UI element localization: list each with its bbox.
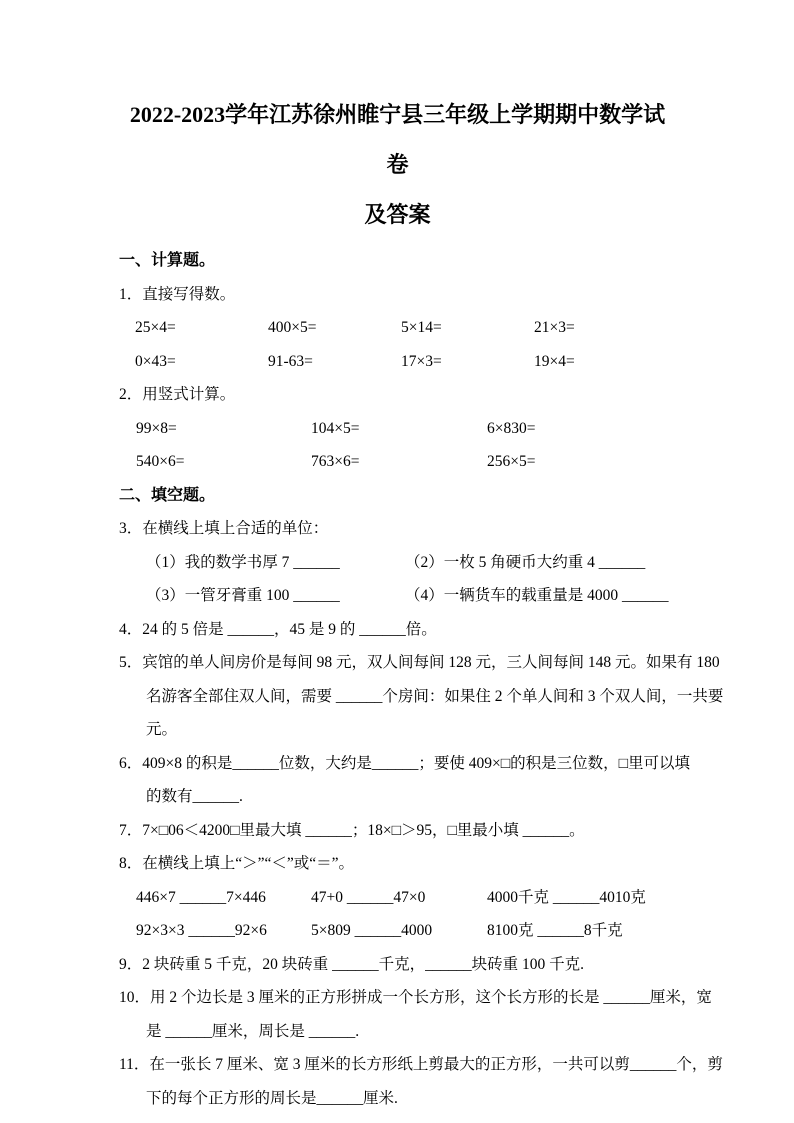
comparison-item: 5×809 ______4000 [311, 922, 433, 939]
math-expression: 17×3= [401, 352, 442, 370]
comparison-item: 4000千克 ______4010克 [487, 888, 646, 906]
math-expression: 0×43= [135, 352, 176, 370]
question-3-label: 3．在横线上填上合适的单位： [119, 520, 329, 537]
math-expression: 540×6= [136, 453, 185, 470]
math-expression: 19×4= [534, 352, 575, 370]
question-5-text-line1: 5．宾馆的单人间房价是每间 98 元，双人间每间 128 元，三人间每间 148 元。如果有 180 [119, 654, 720, 671]
math-expression: 400×5= [268, 319, 317, 336]
question-10-text-line2: 是 ______厘米，周长是 ______. [146, 1022, 360, 1040]
question-8-label: 8．在横线上填上“＞”“＜”或“＝”。 [119, 855, 355, 872]
math-expression: 21×3= [534, 319, 575, 336]
math-expression: 99×8= [136, 419, 177, 437]
math-expression: 104×5= [311, 419, 360, 437]
section-calc-heading: 一、计算题。 [119, 252, 216, 269]
math-expression: 25×4= [135, 319, 176, 336]
question-2-row-1 [119, 412, 676, 446]
fill-blank-item: （4）一辆货车的载重量是 4000 ______ [405, 587, 669, 604]
paper-title [119, 90, 676, 240]
fill-blank-item: （1）我的数学书厚 7 ______ [146, 553, 340, 571]
question-2-row-2 [119, 445, 676, 479]
comparison-item: 92×3×3 ______92×6 [136, 922, 267, 939]
question-3-row-1 [119, 546, 676, 580]
comparison-item: 446×7 ______7×446 [136, 888, 266, 906]
math-expression: 763×6= [311, 453, 360, 470]
question-8-row-1 [119, 881, 676, 915]
question-2-label: 2．用竖式计算。 [119, 386, 236, 403]
comparison-item: 47+0 ______47×0 [311, 888, 426, 906]
section-fill-heading: 二、填空题。 [119, 486, 216, 504]
question-6-text-line1: 6．409×8 的积是______位数，大约是______；要使 409×□的积是三位数，□里可以填 [119, 754, 690, 772]
question-5-text-line2: 名游客全部住双人间，需要 ______个房间：如果住 2 个单人间和 3 个双人间，一共要 [146, 687, 724, 705]
comparison-item: 8100克 ______8千克 [487, 922, 623, 939]
math-expression: 91-63= [268, 352, 313, 370]
question-7-text: 7．7×□06＜4200□里最大填 ______；18×□＞95，□里最小填 ______。 [119, 821, 585, 839]
fill-blank-item: （3）一管牙膏重 100 ______ [146, 587, 340, 604]
math-expression: 5×14= [401, 319, 442, 336]
question-1-row-2 [119, 345, 676, 379]
math-expression: 6×830= [487, 419, 536, 437]
question-11-text-line2: 下的每个正方形的周长是______厘米. [146, 1089, 398, 1107]
question-11-text-line1: 11．在一张长 7 厘米、宽 3 厘米的长方形纸上剪最大的正方形，一共可以剪______个，剪 [119, 1056, 723, 1073]
question-4-text: 4．24 的 5 倍是 ______，45 是 9 的 ______倍。 [119, 620, 437, 638]
question-1-label: 1．直接写得数。 [119, 285, 236, 303]
paper-title-line2: 及答案 [364, 202, 431, 227]
math-expression: 256×5= [487, 453, 536, 470]
question-1-row-1 [119, 311, 676, 345]
question-5-text-line3: 元。 [146, 721, 178, 738]
fill-blank-item: （2）一枚 5 角硬币大约重 4 ______ [405, 553, 646, 571]
question-9-text: 9．2 块砖重 5 千克，20 块砖重 ______千克，______块砖重 100 千克. [119, 955, 585, 973]
question-10-text-line1: 10．用 2 个边长是 3 厘米的正方形拼成一个长方形，这个长方形的长是 ______厘米，宽 [119, 989, 712, 1006]
question-8-row-2 [119, 914, 676, 948]
question-3-row-2 [119, 579, 676, 613]
paper-title-line1: 2022-2023学年江苏徐州睢宁县三年级上学期期中数学试卷 [129, 102, 666, 177]
question-6-text-line2: 的数有______. [146, 788, 243, 805]
